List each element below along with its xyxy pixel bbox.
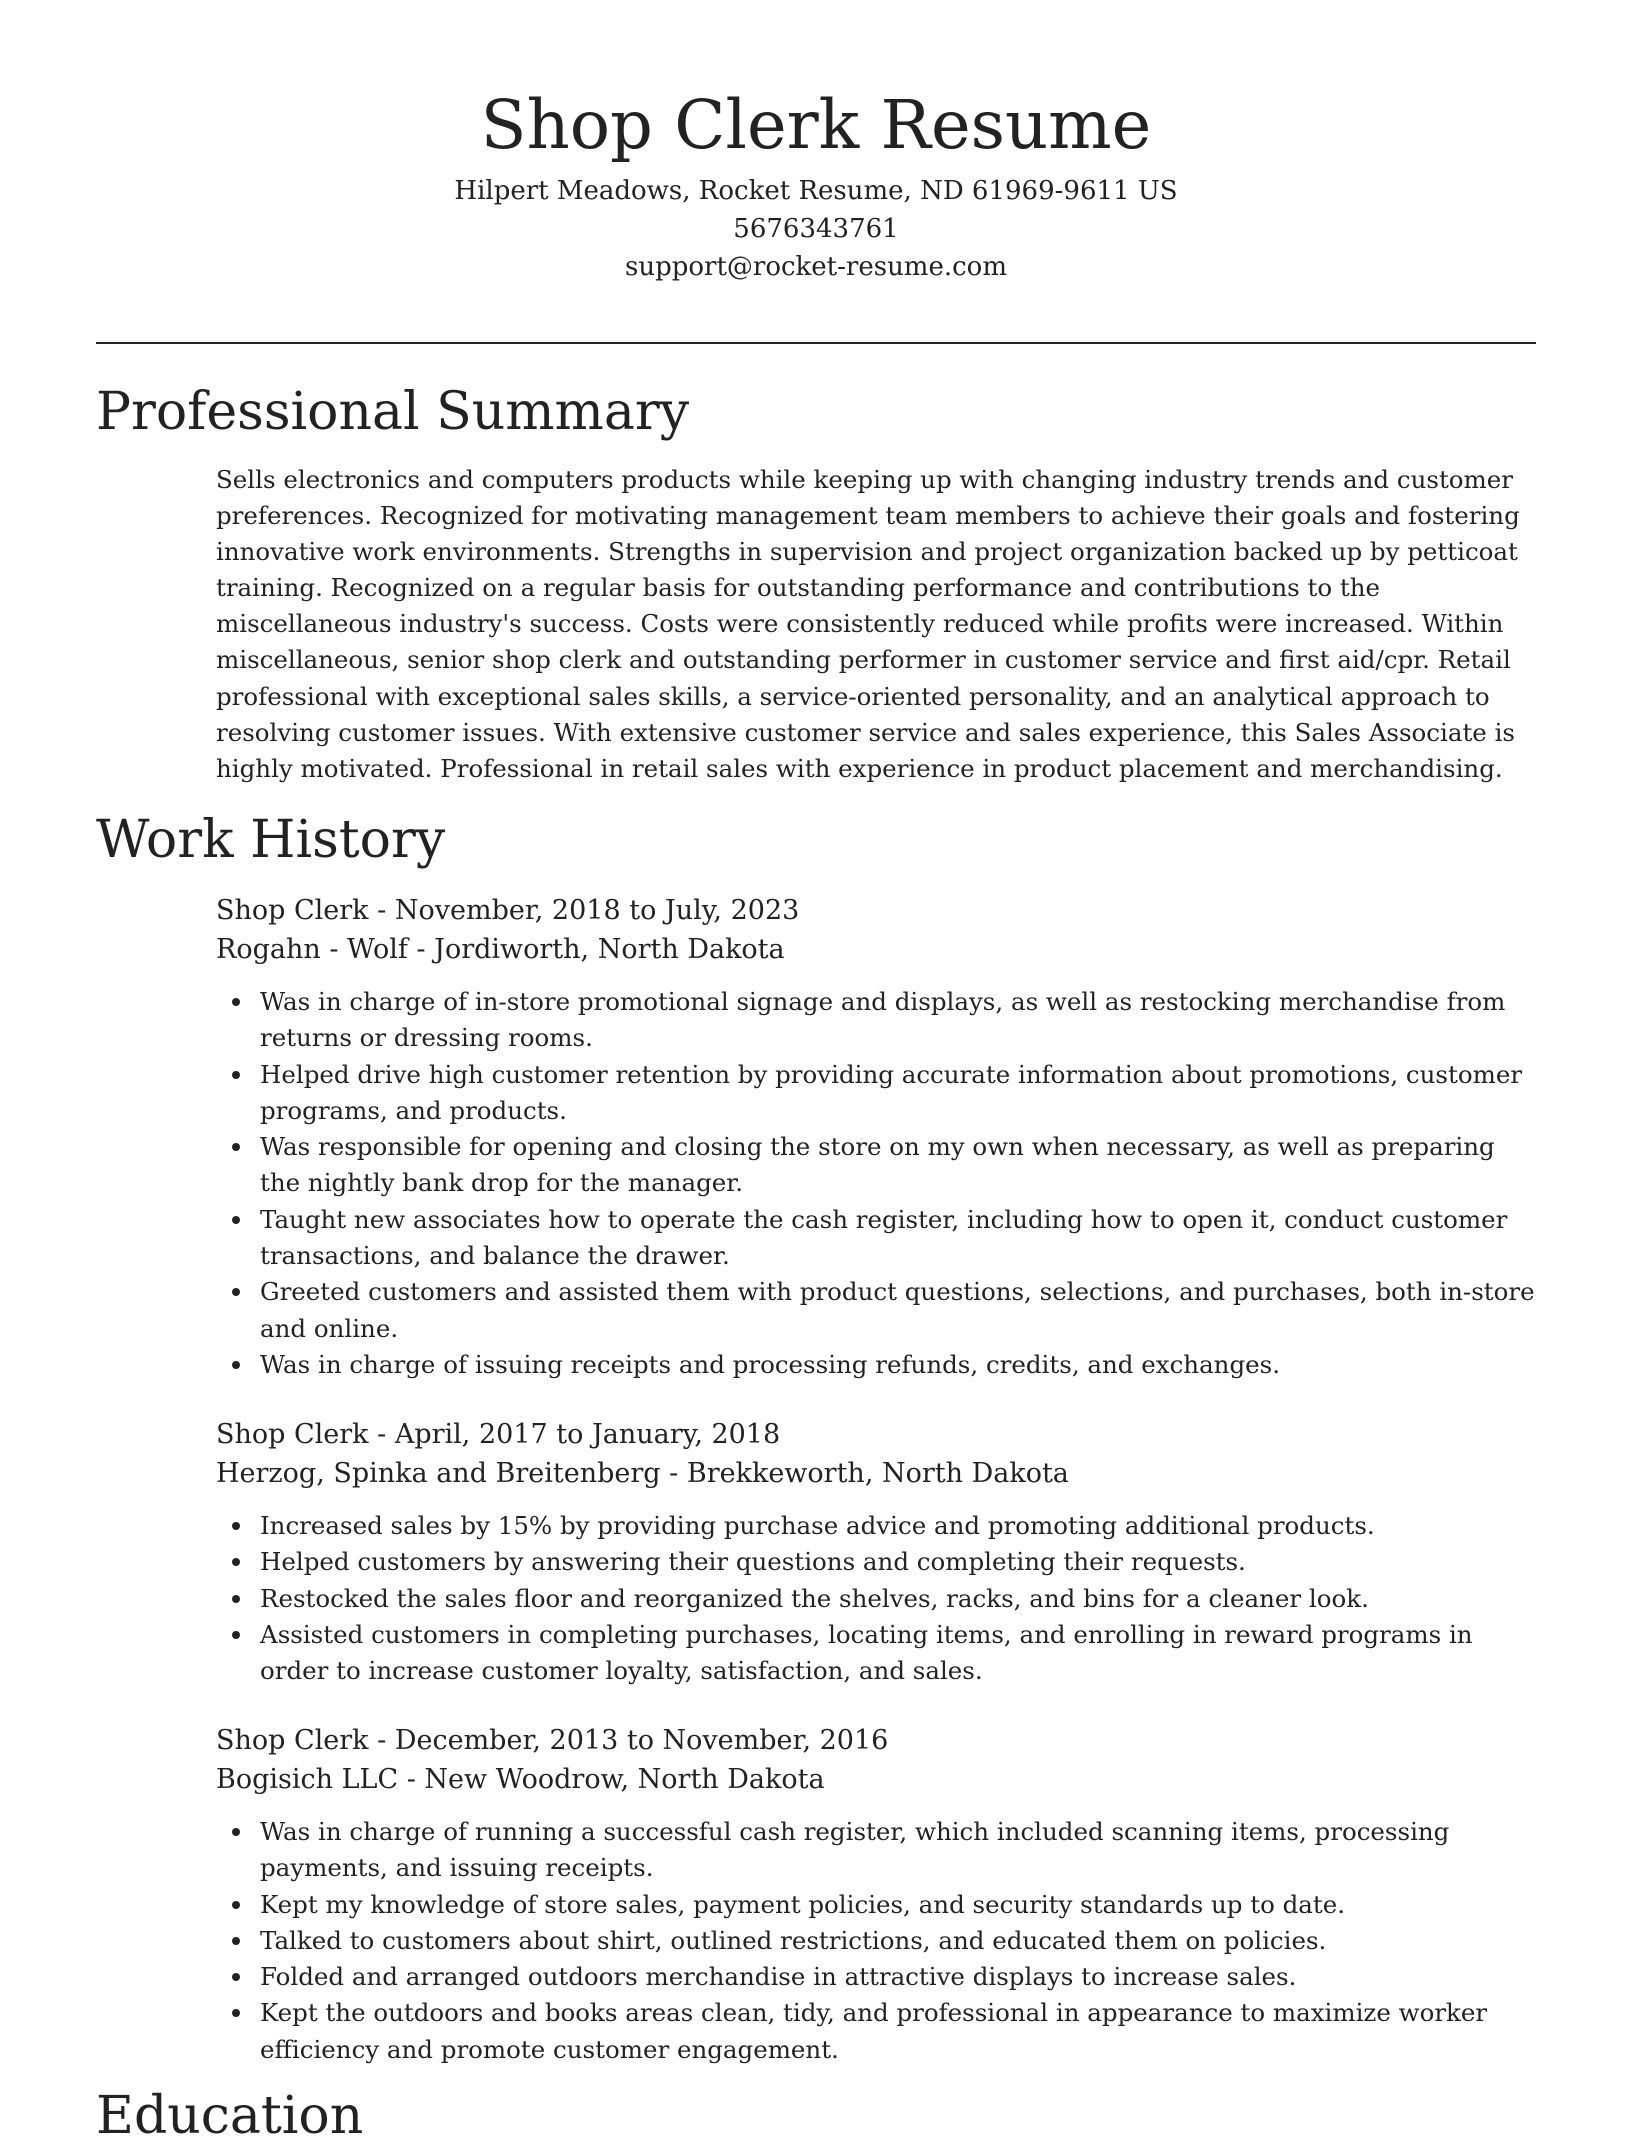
resume-header — [96, 82, 1536, 286]
contact-phone: 5676343761 — [733, 214, 899, 244]
job-title: Shop Clerk — [216, 1725, 369, 1756]
job-company-line — [216, 1761, 1536, 1800]
resume-title: Shop Clerk Resume — [480, 86, 1152, 164]
job-bullet: Taught new associates how to operate the cash register, including how to open it, conduct customer transactions, and balance the drawer. — [260, 1202, 1536, 1275]
job-bullet-list — [216, 1508, 1536, 1689]
job-location: - Brekkeworth, North Dakota — [660, 1457, 1069, 1489]
job-location: - Jordiworth, North Dakota — [407, 933, 785, 965]
job-bullet: Was in charge of in-store promotional signage and displays, as well as restocking merchandise from returns or dressing rooms. — [260, 984, 1536, 1057]
job-title: Shop Clerk — [216, 895, 369, 926]
summary-paragraph: Sells electronics and computers products while keeping up with changing industry trends and customer preferences. Recognized for motivating management team members to achieve their goals and fostering innovative work environments. Strengths in supervision and project organization backed up by petticoat training. Recognized on a regular basis for outstanding performance and contributions to the miscellaneous industry's success. Costs were consistently reduced while profits were increased. Within miscellaneous, senior shop clerk and outstanding performer in customer service and first aid/cpr. Retail professional with exceptional sales skills, a service-oriented personality, and an analytical approach to resolving customer issues. With extensive customer service and sales experience, this Sales Associate is highly motivated. Professional in retail sales with experience in product placement and merchandising. — [216, 465, 1520, 783]
job-bullet: Kept the outdoors and books areas clean, tidy, and professional in appearance to maximize worker efficiency and promote customer engagement. — [260, 1995, 1536, 2068]
contact-address: Hilpert Meadows, Rocket Resume, ND 61969-9611 US — [454, 176, 1178, 206]
job-bullet: Helped drive high customer retention by providing accurate information about promotions, customer programs, and products. — [260, 1057, 1536, 1130]
job-bullet: Helped customers by answering their questions and completing their requests. — [260, 1544, 1536, 1580]
job-company: Bogisich LLC — [216, 1763, 399, 1795]
job-bullet: Assisted customers in completing purchases, locating items, and enrolling in reward programs in order to increase customer loyalty, satisfaction, and sales. — [260, 1617, 1536, 1690]
job-bullet: Restocked the sales floor and reorganized the shelves, racks, and bins for a cleaner look. — [260, 1581, 1536, 1617]
job-bullet: Was responsible for opening and closing the store on my own when necessary, as well as preparing the nightly bank drop for the manager. — [260, 1129, 1536, 1202]
job-dates: - April, 2017 to January, 2018 — [368, 1419, 781, 1450]
section-heading-summary: Professional Summary — [96, 382, 690, 442]
job-company-line — [216, 931, 1536, 970]
job-company: Herzog, Spinka and Breitenberg — [216, 1457, 661, 1489]
job-company: Rogahn - Wolf — [216, 933, 408, 965]
job-entry — [216, 1416, 1536, 1689]
job-location: - New Woodrow, North Dakota — [398, 1763, 825, 1795]
header-divider — [96, 342, 1536, 344]
job-dates: - November, 2018 to July, 2023 — [368, 895, 800, 926]
job-company-line — [216, 1455, 1536, 1494]
job-bullet: Was in charge of issuing receipts and processing refunds, credits, and exchanges. — [260, 1347, 1536, 1383]
contact-email: support@rocket-resume.com — [624, 252, 1007, 282]
job-title-line — [216, 1416, 1536, 1455]
section-heading-work-history: Work History — [96, 810, 446, 870]
job-bullet: Greeted customers and assisted them with product questions, selections, and purchases, both in-store and online. — [260, 1274, 1536, 1347]
job-bullet: Talked to customers about shirt, outlined restrictions, and educated them on policies. — [260, 1923, 1536, 1959]
job-bullet: Kept my knowledge of store sales, payment policies, and security standards up to date. — [260, 1887, 1536, 1923]
section-heading-education: Education — [96, 2086, 364, 2146]
job-entry — [216, 892, 1536, 1383]
job-dates: - December, 2013 to November, 2016 — [368, 1725, 889, 1756]
job-title-line — [216, 1722, 1536, 1761]
job-title-line — [216, 892, 1536, 931]
job-title: Shop Clerk — [216, 1419, 369, 1450]
job-entry — [216, 1722, 1536, 2068]
job-bullet: Was in charge of running a successful cash register, which included scanning items, processing payments, and issuing receipts. — [260, 1814, 1536, 1887]
job-bullet: Increased sales by 15% by providing purchase advice and promoting additional products. — [260, 1508, 1536, 1544]
job-bullet-list — [216, 984, 1536, 1383]
job-bullet-list — [216, 1814, 1536, 2068]
job-bullet: Folded and arranged outdoors merchandise in attractive displays to increase sales. — [260, 1959, 1536, 1995]
